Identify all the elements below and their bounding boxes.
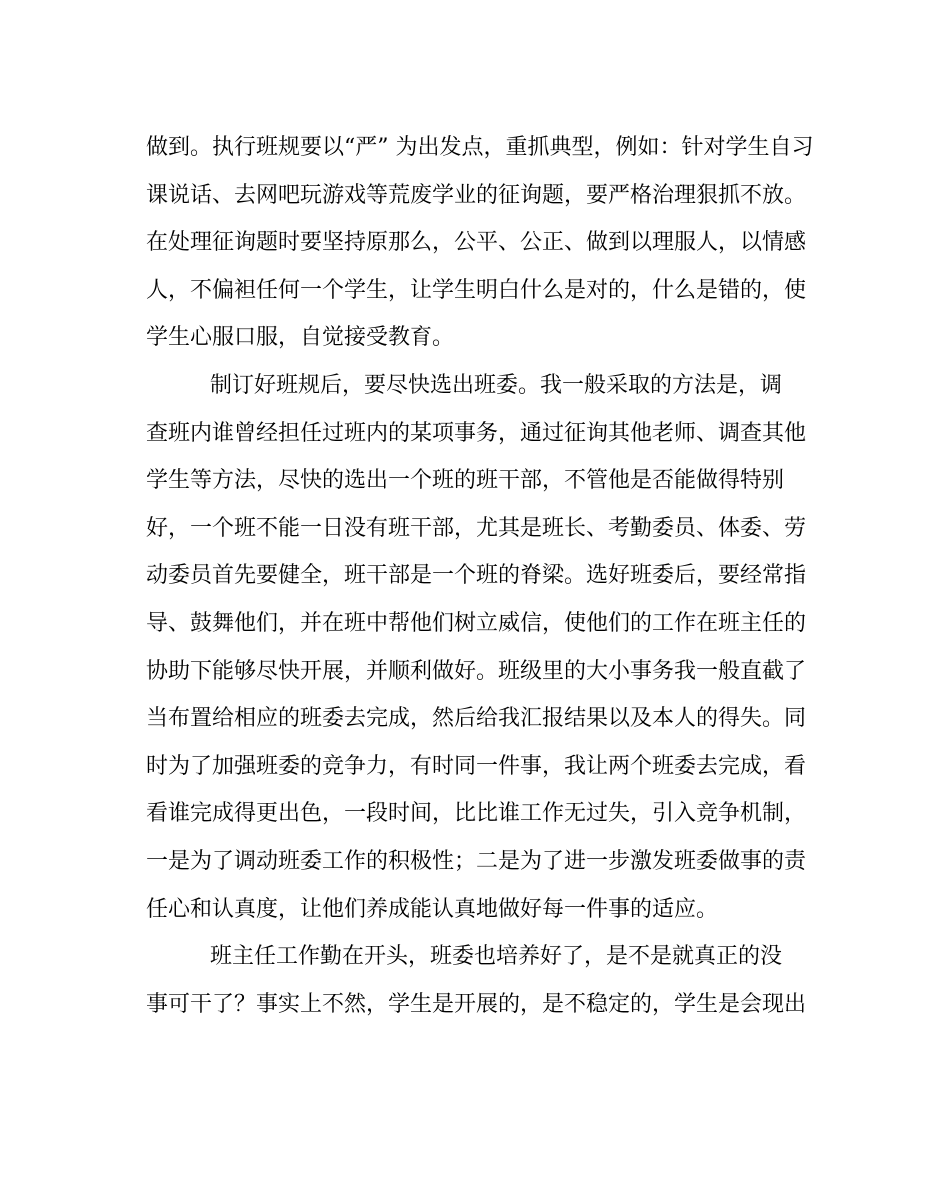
- paragraph-start-line: 班主任工作勤在开头，班委也培养好了，是不是就真正的没: [210, 944, 783, 970]
- text-line: 当布置给相应的班委去完成，然后给我汇报结果以及本人的得失。同: [146, 706, 807, 732]
- paragraph-start-line: 制订好班规后，要尽快选出班委。我一般采取的方法是，调: [210, 372, 783, 398]
- text-line: 学生等方法，尽快的选出一个班的班干部，不管他是否能做得特别: [146, 468, 785, 494]
- text-line: 事可干了？事实上不然，学生是开展的，是不稳定的，学生是会现出: [146, 991, 807, 1017]
- text-line: 导、鼓舞他们，并在班中帮他们树立威信，使他们的工作在班主任的: [146, 610, 807, 636]
- text-line: 时为了加强班委的竞争力，有时同一件事，我让两个班委去完成，看: [146, 753, 807, 779]
- text-line: 一是为了调动班委工作的积极性；二是为了进一步激发班委做事的责: [146, 848, 807, 874]
- text-line: 在处理征询题时要坚持原那么，公平、公正、做到以理服人，以情感: [146, 230, 807, 256]
- body-text: [146, 124, 814, 1028]
- text-line: 任心和认真度，让他们养成能认真地做好每一件事的适应。: [146, 896, 719, 922]
- text-line: 看谁完成得更出色，一段时间，比比谁工作无过失，引入竞争机制，: [146, 801, 807, 827]
- text-line: 学生心服口服，自觉接受教育。: [146, 325, 455, 351]
- text-line: 做到。执行班规要以“严” 为出发点，重抓典型，例如：针对学生自习: [146, 135, 814, 160]
- text-line: 课说话、去网吧玩游戏等荒废学业的征询题，要严格治理狠抓不放。: [146, 182, 807, 208]
- text-line: 协助下能够尽快开展，并顺利做好。班级里的大小事务我一般直截了: [146, 658, 807, 684]
- text-line: 动委员首先要健全，班干部是一个班的脊梁。选好班委后，要经常指: [146, 563, 807, 589]
- text-line: 查班内谁曾经担任过班内的某项事务，通过征询其他老师、调查其他: [146, 420, 807, 446]
- text-line: 人，不偏袒任何一个学生，让学生明白什么是对的，什么是错的，使: [146, 277, 807, 303]
- text-line: 好，一个班不能一日没有班干部，尤其是班长、考勤委员、体委、劳: [146, 515, 807, 541]
